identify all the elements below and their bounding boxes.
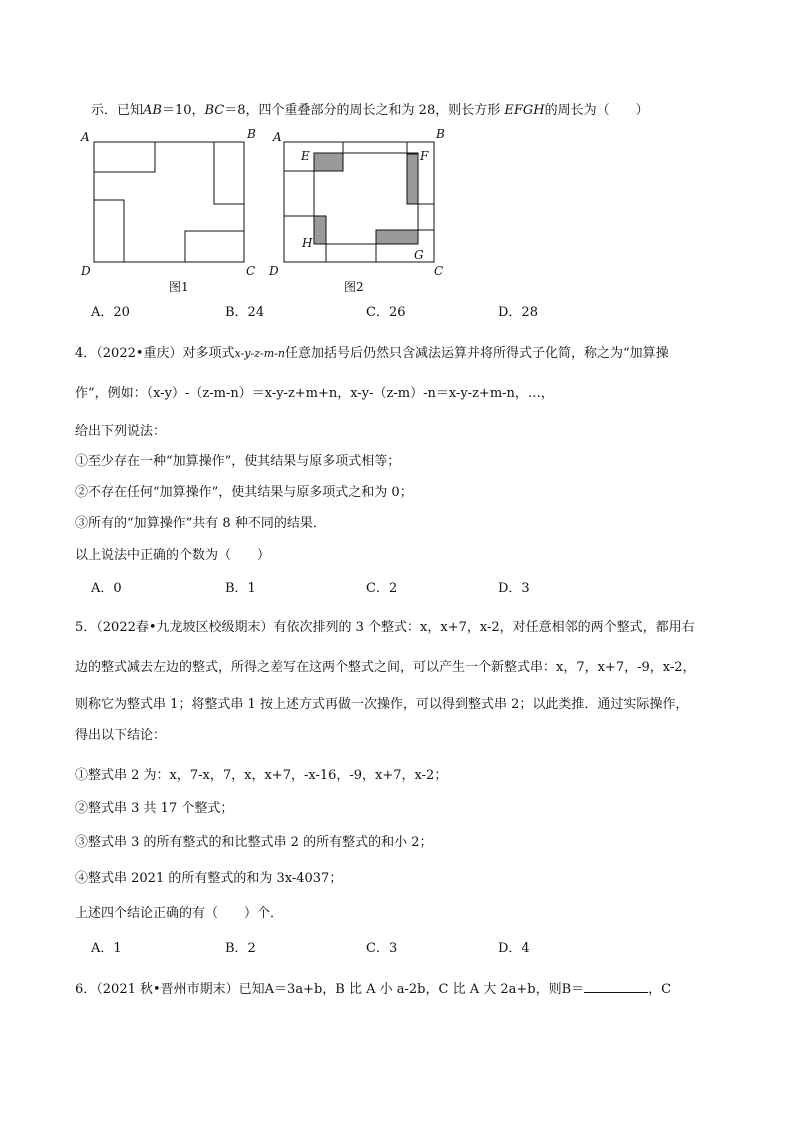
- fig2-label-a: A: [273, 130, 282, 144]
- q5-stem-line4: 得出以下结论：: [75, 728, 167, 743]
- figure-2: [268, 126, 448, 296]
- q5-conclusion-3: ③整式串 3 的所有整式的和比整式串 2 的所有整式的和小 2；: [75, 835, 433, 850]
- fig1-label-d: D: [81, 264, 91, 278]
- figure-1-drawing: [78, 126, 258, 296]
- fig2-label-b: B: [436, 127, 445, 141]
- fig1-label-b: B: [247, 127, 256, 141]
- q4-option-b[interactable]: B．1: [225, 581, 256, 596]
- q5-conclusion-1: ①整式串 2 为：x，7-x，7，x，x+7，-x-16，-9，x+7，x-2；: [75, 768, 448, 783]
- q4-statement-1: ①至少存在一种“加算操作”，使其结果与原多项式相等；: [75, 454, 401, 469]
- q4-question: 以上说法中正确的个数为（ ）: [75, 548, 271, 563]
- fig2-label-e: E: [301, 149, 310, 163]
- q6-stem: 6．（2021 秋•晋州市期末）已知A＝3a+b，B 比 A 小 a-2b，C 比 A 大 2a+b，则B＝ ，C: [75, 982, 672, 997]
- q5-conclusion-2: ②整式串 3 共 17 个整式；: [75, 801, 234, 816]
- q4-statement-3: ③所有的“加算操作”共有 8 种不同的结果．: [75, 516, 326, 531]
- q4-statement-2: ②不存在任何“加算操作”，使其结果与原多项式之和为 0；: [75, 485, 413, 500]
- figure-1: [78, 126, 258, 296]
- q3-option-c[interactable]: C．26: [366, 305, 406, 320]
- fig1-caption: 图1: [169, 280, 189, 294]
- q5-option-c[interactable]: C．3: [366, 941, 398, 956]
- q5-stem-line2: 边的整式减去左边的整式，所得之差写在这两个整式之间，可以产生一个新整式串：x，7，x+7，-9，x-2，: [75, 660, 696, 675]
- q5-stem-line1: 5．（2022春•九龙坡区校级期末）有依次排列的 3 个整式：x，x+7，x-2，对任意相邻的两个整式，都用右: [75, 620, 695, 635]
- fig1-label-c: C: [246, 264, 256, 278]
- fig2-label-g: G: [414, 248, 424, 262]
- q3-option-b[interactable]: B．24: [225, 305, 265, 320]
- q4-stem-line1: 4．（2022•重庆）对多项式x-y-z-m-n任意加括号后仍然只含减法运算并将所得式子化简，称之为“加算操: [75, 346, 669, 361]
- q4-option-c[interactable]: C．2: [366, 581, 398, 596]
- fig2-caption: 图2: [344, 280, 364, 294]
- fig2-label-d: D: [269, 264, 279, 278]
- answer-blank-b[interactable]: [584, 980, 648, 993]
- q4-option-a[interactable]: A．0: [91, 581, 122, 596]
- q3-option-a[interactable]: A．20: [91, 305, 130, 320]
- q3-option-d[interactable]: D．28: [498, 305, 538, 320]
- q5-option-a[interactable]: A．1: [91, 941, 122, 956]
- q5-conclusion-4: ④整式串 2021 的所有整式的和为 3x-4037；: [75, 871, 343, 886]
- q5-option-b[interactable]: B．2: [225, 941, 256, 956]
- q3-stem: 示．已知AB＝10，BC＝8，四个重叠部分的周长之和为 28，则长方形 EFGH的周长为（ ）: [91, 103, 649, 118]
- q5-question: 上述四个结论正确的有（ ）个．: [75, 906, 284, 921]
- q5-stem-line3: 则称它为整式串 1；将整式串 1 按上述方式再做一次操作，可以得到整式串 2；以此类推．通过实际操作，: [75, 697, 689, 712]
- q4-stem-line3: 给出下列说法：: [75, 424, 167, 439]
- q5-option-d[interactable]: D．4: [498, 941, 530, 956]
- fig2-label-h: H: [302, 236, 313, 250]
- fig1-label-a: A: [81, 130, 90, 144]
- fig2-label-f: F: [420, 149, 429, 163]
- fig2-label-c: C: [434, 264, 444, 278]
- q4-option-d[interactable]: D．3: [498, 581, 530, 596]
- q4-stem-line2: 作”，例如：（x-y）-（z-m-n）＝x-y-z+m+n，x-y-（z-m）-n＝x-y-z+m-n，…，: [75, 386, 554, 401]
